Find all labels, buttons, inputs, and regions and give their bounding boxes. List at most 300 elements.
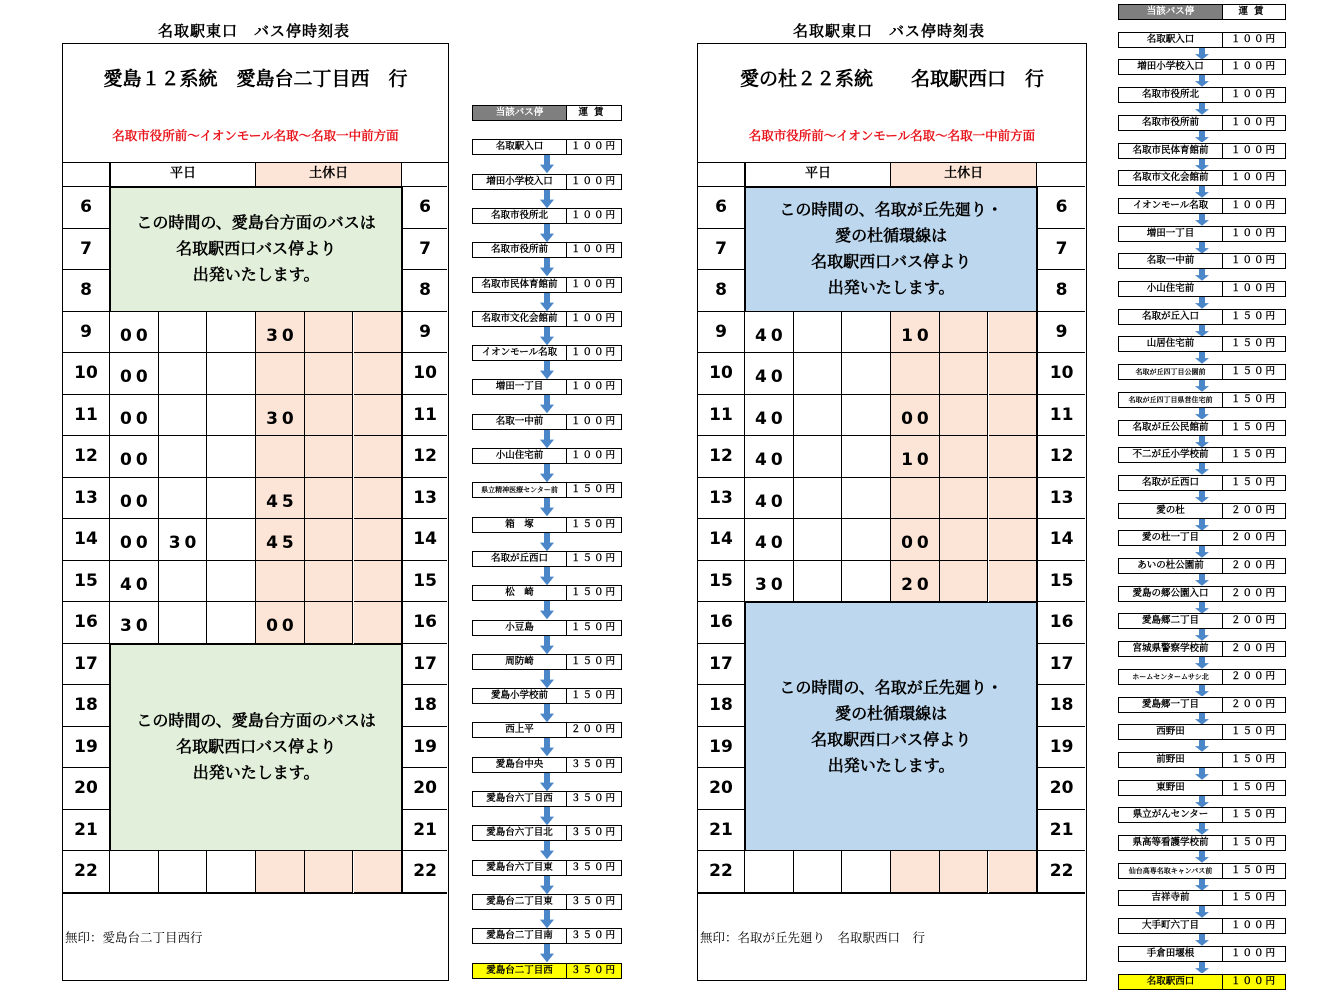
left-timetable-header — [63, 44, 448, 163]
right_fares-down-arrow-icon — [1195, 214, 1209, 226]
right_fares-fare-stop-name: 名取市役所前 — [1119, 116, 1223, 130]
right_fares-down-arrow-icon — [1195, 519, 1209, 531]
left-hour-left-9: 9 — [63, 312, 110, 354]
left-weekday-time-15-2 — [159, 561, 208, 603]
right_fares-fare-stop-name: 名取駅入口 — [1119, 33, 1223, 47]
right_fares-fare-stop-name: 名取が丘公民館前 — [1119, 421, 1223, 435]
left-weekend-time-14-3 — [354, 519, 403, 561]
left_fares-fare-amount: １００円 — [570, 209, 617, 221]
right-weekend-time-14-1: 00 — [891, 519, 940, 561]
right_fares-fare-row — [1118, 641, 1286, 657]
left-page-title: 名取駅東口 バス停時刻表 — [158, 22, 351, 40]
right_fares-fare-amount: １００円 — [1230, 283, 1277, 294]
right_fares-fare-stop-name: 名取市文化会館前 — [1119, 171, 1223, 185]
right_fares-down-arrow-icon — [1195, 269, 1209, 281]
left-weekday-time-16-1: 30 — [110, 602, 159, 644]
right-hour-left-14: 14 — [698, 519, 745, 561]
left_fares-fare-stop-name: 愛島台二丁目西 — [473, 964, 567, 978]
right_fares-fare-row — [1118, 198, 1286, 214]
right-notice-morning: この時間の、名取が丘先廻り・ 愛の杜循環線は 名取駅西口バス停より 出発いたします。 — [745, 187, 1037, 312]
right_fares-fare-amount: ２００円 — [1230, 504, 1277, 516]
left_fares-fare-row — [472, 482, 622, 498]
right-hour-right-12: 12 — [1037, 436, 1085, 478]
left-weekend-time-16-3 — [354, 602, 403, 644]
left_fares-fare-stop-name: 愛島台二丁目南 — [473, 929, 567, 943]
right-timetable — [697, 43, 1087, 981]
right_fares-down-arrow-icon — [1195, 546, 1209, 558]
left_fares-fare-amount: １５０円 — [570, 655, 617, 667]
right-weekday-time-14-3 — [842, 519, 891, 561]
right_fares-fare-header-fare: 運賃 — [1238, 6, 1270, 17]
right_fares-fare-amount: １５０円 — [1230, 753, 1277, 765]
right_fares-fare-stop-name: 増田一丁目 — [1119, 227, 1223, 241]
left_fares-down-arrow-icon — [540, 773, 554, 791]
right-weekend-time-10-2 — [940, 353, 989, 395]
right_fares-down-arrow-icon — [1195, 740, 1209, 752]
left-weekday-time-14-2: 30 — [159, 519, 208, 561]
right_fares-fare-row — [1118, 309, 1286, 325]
left_fares-down-arrow-icon — [540, 944, 554, 962]
right-hour-left-18: 18 — [698, 685, 745, 727]
left-hour-left-22: 22 — [63, 851, 110, 893]
left_fares-fare-stop-name: 松 崎 — [473, 586, 567, 600]
left-hour-right-14: 14 — [402, 519, 447, 561]
right-weekday-time-11-2 — [794, 395, 843, 437]
right_fares-fare-amount: １００円 — [1230, 975, 1277, 987]
right_fares-fare-row — [1118, 392, 1286, 408]
left-hour-right-18: 18 — [402, 685, 447, 727]
left-weekday-time-11-1: 00 — [110, 395, 159, 437]
right-weekday-time-9-3 — [842, 312, 891, 354]
left-hour-left-8: 8 — [63, 270, 110, 312]
right-weekday-time-13-2 — [794, 478, 843, 520]
left_fares-fare-stop-name: 箱 塚 — [473, 518, 567, 532]
left-notice-morning: この時間の、愛島台方面のバスは 名取駅西口バス停より 出発いたします。 — [110, 187, 402, 312]
left_fares-fare-stop-name: 周防崎 — [473, 655, 567, 669]
right_fares-fare-amount: １００円 — [1230, 61, 1277, 73]
left-hour-left-6: 6 — [63, 187, 110, 229]
right-hour-right-21: 21 — [1037, 810, 1085, 852]
left-weekend-time-12-1 — [256, 436, 305, 478]
right_fares-fare-amount: １５０円 — [1230, 864, 1277, 876]
left_fares-fare-row — [472, 139, 622, 155]
right_fares-fare-stop-name: 名取が丘入口 — [1119, 310, 1223, 324]
left_fares-fare-amount: １００円 — [570, 415, 617, 427]
left_fares-fare-amount: ２００円 — [570, 724, 617, 736]
right-hour-right-10: 10 — [1037, 353, 1085, 395]
left-hour-left-15: 15 — [63, 561, 110, 603]
right_fares-fare-amount: １００円 — [1230, 89, 1277, 101]
right-weekday-time-11-1: 40 — [745, 395, 794, 437]
right-notice-evening: この時間の、名取が丘先廻り・ 愛の杜循環線は 名取駅西口バス停より 出発いたします。 — [745, 602, 1037, 851]
right_fares-fare-stop-name: あいの杜公園前 — [1119, 559, 1223, 573]
left-hour-right-22: 22 — [402, 851, 447, 893]
right-weekend-time-15-3 — [989, 561, 1038, 603]
right_fares-down-arrow-icon — [1195, 823, 1209, 835]
right-grid-bottom — [698, 893, 1085, 895]
right-weekend-time-14-2 — [940, 519, 989, 561]
right_fares-fare-amount: １００円 — [1230, 116, 1277, 128]
left-weekend-time-14-1: 45 — [256, 519, 305, 561]
left_fares-down-arrow-icon — [540, 361, 554, 379]
left-weekend-time-11-2 — [305, 395, 354, 437]
left_fares-fare-stop-name: 愛島台六丁目北 — [473, 826, 567, 840]
left-hour-right-12: 12 — [402, 436, 447, 478]
right-header-blank-left — [698, 163, 745, 187]
left-weekday-time-15-3 — [207, 561, 256, 603]
left-hour-left-16: 16 — [63, 602, 110, 644]
left_fares-fare-row — [472, 551, 622, 567]
left-weekday-time-9-3 — [207, 312, 256, 354]
right-hour-left-15: 15 — [698, 561, 745, 603]
right-weekend-time-11-1: 00 — [891, 395, 940, 437]
right_fares-fare-row — [1118, 946, 1286, 962]
left-weekend-time-16-2 — [305, 602, 354, 644]
right_fares-down-arrow-icon — [1195, 75, 1209, 87]
right-weekend-time-9-2 — [940, 312, 989, 354]
right_fares-fare-stop-name: 名取が丘西口 — [1119, 476, 1223, 490]
left_fares-fare-row — [472, 448, 622, 464]
left-grid-bottom — [63, 893, 447, 895]
left_fares-down-arrow-icon — [540, 224, 554, 242]
left_fares-down-arrow-icon — [540, 670, 554, 688]
right-weekday-time-12-2 — [794, 436, 843, 478]
left_fares-fare-amount: １５０円 — [570, 484, 617, 496]
right-hour-left-7: 7 — [698, 229, 745, 271]
right-route-title: 愛の杜２２系統 名取駅西口 行 — [739, 68, 1044, 90]
right-weekday-time-14-2 — [794, 519, 843, 561]
right-weekday-time-10-3 — [842, 353, 891, 395]
right-weekday-time-11-3 — [842, 395, 891, 437]
right-weekday-time-9-2 — [794, 312, 843, 354]
right_fares-fare-amount: １５０円 — [1230, 393, 1277, 405]
right_fares-down-arrow-icon — [1195, 325, 1209, 337]
left_fares-fare-amount: １００円 — [570, 278, 617, 290]
right_fares-down-arrow-icon — [1195, 934, 1209, 946]
right_fares-down-arrow-icon — [1195, 574, 1209, 586]
left_fares-down-arrow-icon — [540, 395, 554, 413]
right_fares-down-arrow-icon — [1195, 768, 1209, 780]
left_fares-fare-row — [472, 517, 622, 533]
left-weekend-time-11-1: 30 — [256, 395, 305, 437]
right_fares-fare-stop-name: 仙台高専名取キャンパス前 — [1119, 864, 1223, 878]
right-hour-right-16: 16 — [1037, 602, 1085, 644]
right_fares-down-arrow-icon — [1195, 713, 1209, 725]
right-hour-left-11: 11 — [698, 395, 745, 437]
right_fares-fare-row — [1118, 336, 1286, 352]
left_fares-fare-amount: ３５０円 — [570, 827, 617, 839]
right_fares-fare-row — [1118, 890, 1286, 906]
right-weekday-time-15-3 — [842, 561, 891, 603]
right_fares-fare-stop-name: 名取一中前 — [1119, 254, 1223, 268]
left-weekend-time-22-2 — [305, 851, 354, 893]
right-hour-left-19: 19 — [698, 727, 745, 769]
right_fares-fare-row — [1118, 669, 1286, 685]
left_fares-fare-stop-name: 増田一丁目 — [473, 380, 567, 394]
left_fares-fare-amount: ３５０円 — [570, 930, 617, 942]
left_fares-fare-row — [472, 825, 622, 841]
right-hour-right-6: 6 — [1037, 187, 1085, 229]
left_fares-fare-amount: １００円 — [570, 347, 617, 359]
right-weekday-time-13-1: 40 — [745, 478, 794, 520]
left-weekend-label: 土休日 — [256, 163, 402, 187]
left_fares-fare-amount: ３５０円 — [570, 758, 617, 770]
left_fares-fare-header-fare: 運賃 — [578, 107, 610, 118]
left-weekday-time-9-1: 00 — [110, 312, 159, 354]
left_fares-fare-stop-name: 愛島台六丁目西 — [473, 792, 567, 806]
right_fares-fare-amount: １００円 — [1230, 33, 1277, 45]
left_fares-fare-stop-name: 愛島台二丁目東 — [473, 895, 567, 909]
left_fares-down-arrow-icon — [540, 190, 554, 208]
left_fares-fare-row — [472, 688, 622, 704]
left_fares-fare-stop-name: 名取市民体育館前 — [473, 278, 567, 292]
right-hour-right-19: 19 — [1037, 727, 1085, 769]
right-weekend-time-22-1 — [891, 851, 940, 893]
right_fares-fare-stop-name: ホームセンタームサシ北 — [1119, 670, 1223, 684]
left-hour-left-14: 14 — [63, 519, 110, 561]
left-hour-left-21: 21 — [63, 810, 110, 852]
right-page-title: 名取駅東口 バス停時刻表 — [793, 22, 986, 40]
left-weekend-time-10-1 — [256, 353, 305, 395]
right_fares-fare-row — [1118, 613, 1286, 629]
right-footnote: 無印：名取が丘先廻り 名取駅西口 行 — [700, 930, 926, 945]
left-weekday-time-13-1: 00 — [110, 478, 159, 520]
right-weekday-time-22-1 — [745, 851, 794, 893]
right_fares-down-arrow-icon — [1195, 657, 1209, 669]
left_fares-fare-row — [472, 379, 622, 395]
left_fares-fare-amount: １００円 — [570, 175, 617, 187]
left_fares-down-arrow-icon — [540, 807, 554, 825]
left-weekend-time-15-2 — [305, 561, 354, 603]
right-hour-left-17: 17 — [698, 644, 745, 686]
left-weekend-time-11-3 — [354, 395, 403, 437]
left-weekend-time-9-3 — [354, 312, 403, 354]
right-hour-right-15: 15 — [1037, 561, 1085, 603]
right_fares-fare-stop-name: 愛島の郷公園入口 — [1119, 587, 1223, 601]
left-weekday-time-11-2 — [159, 395, 208, 437]
right_fares-fare-row — [1118, 724, 1286, 740]
left-hour-left-11: 11 — [63, 395, 110, 437]
left_fares-fare-stop-name: 名取が丘西口 — [473, 552, 567, 566]
right-hour-left-22: 22 — [698, 851, 745, 893]
left_fares-fare-stop-name: 名取駅入口 — [473, 140, 567, 154]
right-hour-right-13: 13 — [1037, 478, 1085, 520]
right_fares-down-arrow-icon — [1195, 352, 1209, 364]
left_fares-down-arrow-icon — [540, 327, 554, 345]
right-hour-left-21: 21 — [698, 810, 745, 852]
left-weekday-time-22-2 — [159, 851, 208, 893]
left_fares-fare-row — [472, 894, 622, 910]
right_fares-fare-stop-name: 愛島郷一丁目 — [1119, 698, 1223, 712]
right_fares-fare-amount: １５０円 — [1230, 476, 1277, 488]
left_fares-fare-amount: ３５０円 — [570, 895, 617, 907]
left_fares-fare-stop-name: 小山住宅前 — [473, 449, 567, 463]
right_fares-fare-row — [1118, 974, 1286, 990]
left-weekday-time-14-3 — [207, 519, 256, 561]
left_fares-fare-row — [472, 722, 622, 738]
left_fares-fare-amount: １５０円 — [570, 518, 617, 530]
right-weekend-label: 土休日 — [891, 163, 1037, 187]
left_fares-fare-amount: １５０円 — [570, 552, 617, 564]
left_fares-fare-stop-name: 愛島台中央 — [473, 758, 567, 772]
right_fares-down-arrow-icon — [1195, 851, 1209, 863]
right_fares-fare-amount: １００円 — [1230, 144, 1277, 156]
left-weekday-time-22-1 — [110, 851, 159, 893]
right-weekend-time-11-2 — [940, 395, 989, 437]
left_fares-fare-amount: １００円 — [570, 141, 617, 153]
right-hour-left-10: 10 — [698, 353, 745, 395]
right_fares-fare-stop-name: 吉祥寺前 — [1119, 891, 1223, 905]
left_fares-fare-stop-name: 西上平 — [473, 723, 567, 737]
left-hour-right-17: 17 — [402, 644, 447, 686]
left-weekend-time-22-3 — [354, 851, 403, 893]
right-hour-right-14: 14 — [1037, 519, 1085, 561]
right_fares-fare-stop-name: 名取が丘四丁目県営住宅前 — [1119, 393, 1223, 407]
right-weekend-time-10-3 — [989, 353, 1038, 395]
left-weekend-time-15-1 — [256, 561, 305, 603]
left_fares-fare-row — [472, 585, 622, 601]
right_fares-fare-row — [1118, 170, 1286, 186]
left-weekend-time-13-3 — [354, 478, 403, 520]
right_fares-fare-amount: １５０円 — [1230, 449, 1277, 461]
left_fares-fare-row — [472, 757, 622, 773]
right_fares-fare-amount: １００円 — [1230, 920, 1277, 932]
left_fares-fare-amount: １５０円 — [570, 690, 617, 702]
right-weekday-time-15-2 — [794, 561, 843, 603]
right-weekday-time-13-3 — [842, 478, 891, 520]
right_fares-fare-amount: １００円 — [1230, 947, 1277, 959]
right-weekday-time-12-3 — [842, 436, 891, 478]
left_fares-fare-stop-name: 名取一中前 — [473, 415, 567, 429]
left-route-title: 愛島１２系統 愛島台二丁目西 行 — [103, 68, 408, 90]
right_fares-fare-stop-name: 県立がんセンター — [1119, 808, 1223, 822]
right_fares-down-arrow-icon — [1195, 962, 1209, 974]
left_fares-fare-amount: ３５０円 — [570, 861, 617, 873]
right-weekday-time-22-3 — [842, 851, 891, 893]
left-weekend-time-12-2 — [305, 436, 354, 478]
left-hour-left-20: 20 — [63, 768, 110, 810]
left-hour-left-17: 17 — [63, 644, 110, 686]
right_fares-fare-amount: １５０円 — [1230, 421, 1277, 433]
right_fares-down-arrow-icon — [1195, 159, 1209, 171]
right_fares-down-arrow-icon — [1195, 796, 1209, 808]
right_fares-fare-amount: １５０円 — [1230, 892, 1277, 904]
left-weekday-time-22-3 — [207, 851, 256, 893]
left_fares-fare-row — [472, 928, 622, 944]
right-hour-left-9: 9 — [698, 312, 745, 354]
left-weekday-time-13-3 — [207, 478, 256, 520]
right_fares-fare-stop-name: 宮城県警察学校前 — [1119, 642, 1223, 656]
right_fares-fare-row — [1118, 530, 1286, 546]
left-weekday-time-13-2 — [159, 478, 208, 520]
right_fares-fare-amount: ２００円 — [1230, 560, 1277, 571]
right-weekend-time-22-3 — [989, 851, 1038, 893]
left_fares-fare-row — [472, 277, 622, 293]
right-hour-left-13: 13 — [698, 478, 745, 520]
left_fares-fare-row — [472, 963, 622, 979]
right_fares-fare-row — [1118, 143, 1286, 159]
right-hour-left-6: 6 — [698, 187, 745, 229]
right_fares-fare-row — [1118, 32, 1286, 48]
left_fares-fare-amount: １００円 — [570, 450, 617, 461]
right_fares-fare-amount: ２００円 — [1230, 698, 1277, 710]
left_fares-fare-stop-name: イオンモール名取 — [473, 346, 567, 360]
left_fares-down-arrow-icon — [540, 601, 554, 619]
right-weekend-time-14-3 — [989, 519, 1038, 561]
right_fares-down-arrow-icon — [1195, 629, 1209, 641]
right_fares-fare-amount: １５０円 — [1230, 781, 1277, 793]
left-weekend-time-9-1: 30 — [256, 312, 305, 354]
right-route-via: 名取市役所前～イオンモール名取～名取一中前方面 — [748, 128, 1036, 143]
right-hour-right-7: 7 — [1037, 229, 1085, 271]
right_fares-fare-row — [1118, 420, 1286, 436]
right-hour-left-12: 12 — [698, 436, 745, 478]
right_fares-down-arrow-icon — [1195, 297, 1209, 309]
right-weekend-time-13-1 — [891, 478, 940, 520]
right_fares-fare-amount: １００円 — [1230, 199, 1277, 211]
right_fares-fare-stop-name: 増田小学校入口 — [1119, 60, 1223, 74]
left-hour-left-13: 13 — [63, 478, 110, 520]
left_fares-fare-amount: １００円 — [570, 381, 617, 393]
right-weekday-label: 平日 — [745, 163, 891, 187]
left_fares-down-arrow-icon — [540, 704, 554, 722]
right_fares-fare-row — [1118, 780, 1286, 796]
right_fares-fare-stop-name: 愛の杜一丁目 — [1119, 531, 1223, 545]
left_fares-fare-amount: １５０円 — [570, 587, 617, 599]
right_fares-fare-amount: １００円 — [1230, 255, 1277, 267]
left-weekend-time-13-1: 45 — [256, 478, 305, 520]
left_fares-fare-row — [472, 311, 622, 327]
right_fares-fare-row — [1118, 475, 1286, 491]
right-weekend-time-22-2 — [940, 851, 989, 893]
left_fares-fare-row — [472, 174, 622, 190]
right-weekend-time-11-3 — [989, 395, 1038, 437]
left_fares-fare-stop-name: 名取市役所前 — [473, 243, 567, 257]
right_fares-fare-amount: ２００円 — [1230, 643, 1277, 655]
left-hour-left-10: 10 — [63, 353, 110, 395]
right_fares-down-arrow-icon — [1195, 491, 1209, 503]
right-header-blank-right — [1037, 163, 1085, 187]
right_fares-fare-stop-name: 手倉田堰根 — [1119, 947, 1223, 961]
right_fares-fare-row — [1118, 503, 1286, 519]
right-hour-right-9: 9 — [1037, 312, 1085, 354]
left_fares-fare-stop-name: 県立精神医療センター前 — [473, 483, 567, 497]
right_fares-fare-amount: １５０円 — [1230, 726, 1277, 738]
left-footnote: 無印：愛島台二丁目西行 — [65, 930, 203, 945]
left-header-blank-right — [402, 163, 447, 187]
right_fares-down-arrow-icon — [1195, 131, 1209, 143]
left-hour-right-16: 16 — [402, 602, 447, 644]
right_fares-fare-amount: １５０円 — [1230, 809, 1277, 821]
left_fares-down-arrow-icon — [540, 464, 554, 482]
left_fares-down-arrow-icon — [540, 636, 554, 654]
left-weekday-label: 平日 — [110, 163, 256, 187]
right_fares-fare-row — [1118, 586, 1286, 602]
left_fares-fare-stop-name: 増田小学校入口 — [473, 175, 567, 189]
right_fares-fare-amount: ２００円 — [1230, 587, 1277, 599]
left_fares-fare-stop-name: 名取市文化会館前 — [473, 312, 567, 326]
right-timetable-header — [698, 44, 1086, 163]
left-hour-right-8: 8 — [402, 270, 447, 312]
right_fares-fare-header — [1118, 4, 1286, 20]
left-weekday-time-10-3 — [207, 353, 256, 395]
right_fares-fare-stop-name: 西野田 — [1119, 725, 1223, 739]
left_fares-fare-row — [472, 414, 622, 430]
right_fares-fare-amount: １５０円 — [1230, 338, 1277, 350]
left-hour-right-10: 10 — [402, 353, 447, 395]
right_fares-fare-stop-name: 山居住宅前 — [1119, 337, 1223, 351]
right-hour-right-22: 22 — [1037, 851, 1085, 893]
